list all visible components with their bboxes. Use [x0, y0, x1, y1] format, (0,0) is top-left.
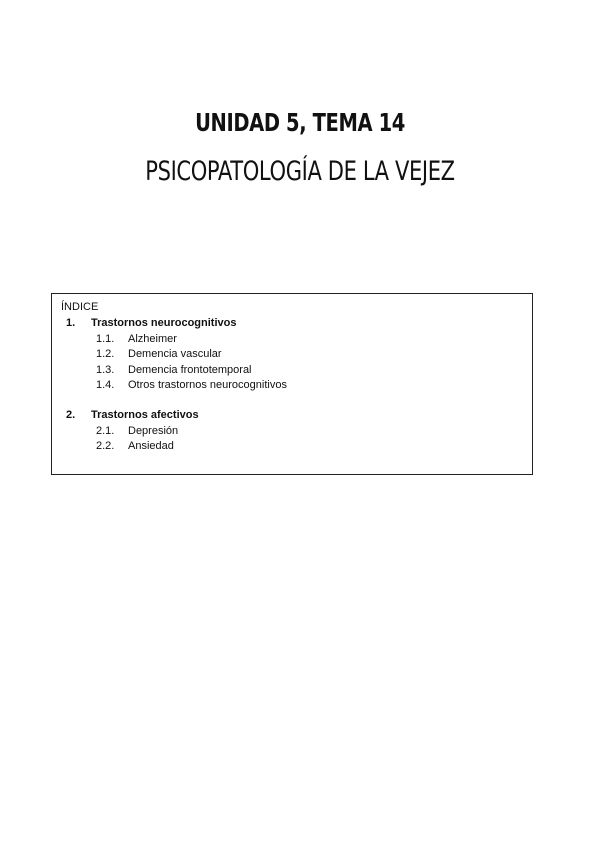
section-number: 2. [66, 409, 76, 421]
section-label: Trastornos afectivos [91, 409, 199, 421]
index-section-2 [52, 408, 532, 455]
index-item [52, 439, 532, 455]
item-label: Demencia frontotemporal [128, 363, 252, 376]
topic-title: PSICOPATOLOGÍA DE LA VEJEZ [145, 156, 455, 187]
index-item [52, 378, 532, 394]
item-number: 1.4. [96, 379, 115, 391]
item-label: Ansiedad [128, 440, 174, 452]
item-number: 2.1. [96, 424, 115, 437]
index-item [52, 363, 532, 379]
section-number: 1. [66, 317, 76, 329]
section-label: Trastornos neurocognitivos [91, 317, 237, 329]
index-box [51, 293, 533, 475]
index-heading: ÍNDICE [61, 301, 99, 313]
item-label: Alzheimer [128, 332, 177, 345]
item-number: 2.2. [96, 440, 115, 452]
index-item [52, 332, 532, 348]
index-section-1 [52, 316, 532, 394]
item-label: Otros trastornos neurocognitivos [128, 379, 287, 391]
item-label: Demencia vascular [128, 348, 222, 360]
item-number: 1.2. [96, 348, 115, 360]
section-heading-row [52, 316, 532, 332]
index-item [52, 347, 532, 363]
item-label: Depresión [128, 424, 179, 437]
section-heading-row [52, 408, 532, 424]
unit-title: UNIDAD 5, TEMA 14 [195, 108, 405, 137]
index-item [52, 424, 532, 440]
item-number: 1.3. [96, 363, 115, 376]
item-number: 1.1. [96, 332, 115, 345]
